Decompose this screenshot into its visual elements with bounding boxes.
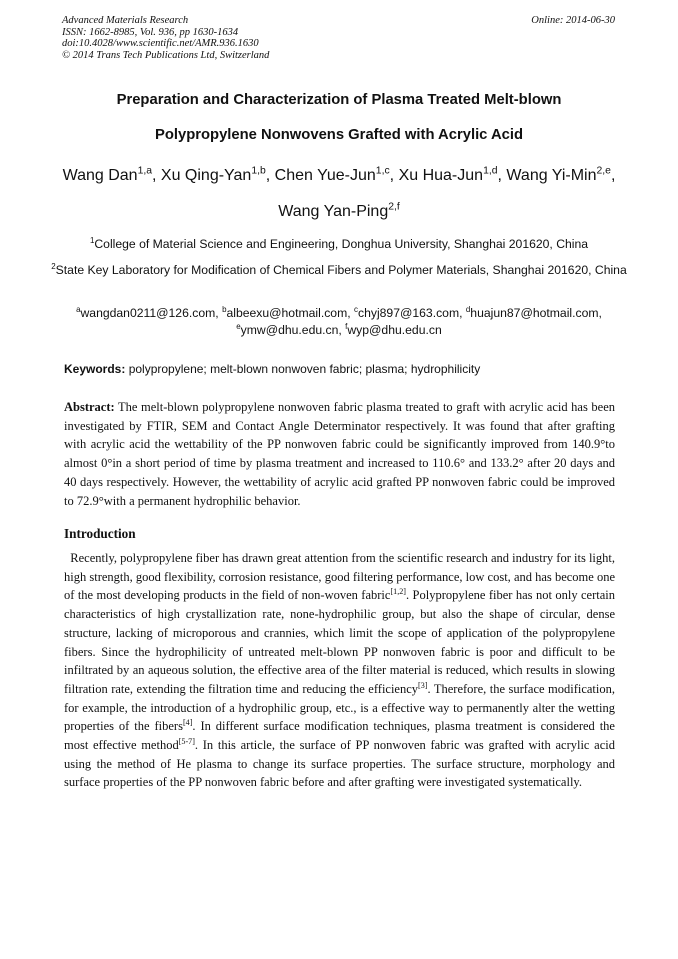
separator: ,: [459, 306, 466, 320]
author-superscript: 2,f: [388, 201, 400, 213]
journal-name: Advanced Materials Research: [62, 15, 189, 26]
section-heading-introduction: Introduction: [64, 526, 136, 541]
paragraph-text: . Therefore, the surface modification, for example, the introduction of a hydrophilic group, etc., is a effective way to permanently alter the wetting properties of the fibers: [64, 681, 619, 734]
email-address: wangdan0211@126.com: [80, 306, 216, 320]
email-superscript: b: [222, 304, 227, 314]
author: Chen Yue-Jun: [274, 167, 376, 184]
keywords: [64, 362, 616, 376]
paper-title-line-1: Preparation and Characterization of Plasma Treated Melt-blown: [116, 92, 562, 108]
email-address: chyj897@163.com: [357, 306, 460, 320]
separator: ,: [497, 167, 507, 184]
journal-header: [62, 15, 615, 61]
paragraph-text: . Polypropylene fiber has not only certain characteristics of high crystallization rate, none-hydrophilic group, but also the shape of circular, dense structure, lacking of microporous and crannies, which limit the scope of application of the polypropylene fibers. Since the hydrophilicity of untreated melt-blown PP nonwoven fabric is poor and difficult to be infiltrated by an aqueous solution, the effective area of the filter material is reduced, which results in slowing filtration rate, extending the filtration time and reducing the efficiency: [64, 588, 619, 696]
author: Xu Qing-Yan: [160, 167, 252, 184]
introduction-paragraph: [64, 549, 619, 792]
paragraph-text: . In this article, the surface of PP nonwoven fabric was grafted with acrylic acid using the method of He plasma to change its surface properties. The surface structure, morphology and surface properties of the PP nonwoven fabric before and after grafting were investigated systematically.: [64, 738, 619, 790]
paragraph-text: . In different surface modification techniques, plasma treatment is considered the most effective method: [64, 719, 619, 753]
affiliation-1: [50, 236, 628, 253]
separator: ,: [265, 167, 275, 184]
keywords-label: Keywords:: [64, 362, 126, 376]
citation: [4]: [182, 718, 193, 728]
author-superscript: 1,b: [251, 165, 266, 177]
author: Wang Yi-Min: [506, 167, 597, 184]
email-address: albeexu@hotmail.com: [226, 306, 348, 320]
affiliation-superscript: 2: [51, 261, 56, 271]
affiliation-text: State Key Laboratory for Modification of Chemical Fibers and Polymer Materials, Shanghai 201620, China: [55, 263, 627, 277]
author: Wang Dan: [62, 167, 138, 184]
separator: ,: [338, 323, 346, 337]
author: Xu Hua-Jun: [398, 167, 484, 184]
email-superscript: c: [354, 304, 358, 314]
email-list: [50, 305, 628, 339]
separator: ,: [215, 306, 223, 320]
authors-line-2: [30, 203, 648, 221]
author-superscript: 2,e: [596, 165, 611, 177]
copyright: © 2014 Trans Tech Publications Ltd, Switzerland: [62, 49, 270, 61]
author-superscript: 1,d: [483, 165, 498, 177]
keywords-text: polypropylene; melt-blown nonwoven fabric; plasma; hydrophilicity: [125, 362, 481, 376]
citation: [5-7]: [178, 736, 195, 746]
email-address: wyp@dhu.edu.cn: [347, 323, 442, 337]
email-superscript: e: [236, 321, 241, 331]
affiliation-text: College of Material Science and Engineering, Donghua University, Shanghai 201620, China: [94, 237, 589, 251]
online-date: Online: 2014-06-30: [531, 15, 615, 26]
separator: ,: [152, 167, 161, 184]
email-address: ymw@dhu.edu.cn: [240, 323, 339, 337]
authors-line-1: [30, 167, 648, 185]
email-superscript: f: [345, 321, 348, 331]
author-superscript: 1,a: [137, 165, 153, 177]
citation: [1,2]: [390, 587, 406, 597]
abstract: [64, 398, 615, 510]
separator: ,: [610, 167, 616, 184]
abstract-text: The melt-blown polypropylene nonwoven fabric plasma treated to graft with acrylic acid has been investigated by FTIR, SEM and Contact Angle Determinator respectively. It was found that after grafting with acrylic acid the wettability of the PP nonwoven fabric could be significantly improved from 140.9°to almost 0°in a short period of time by plasma treatment and increased to 110.6° and 133.2° after 20 days and 40 days respectively. However, the wettability of acrylic acid grafted PP nonwoven fabric could be improved to 72.9°with a permanent hydrophilic behavior.: [64, 400, 615, 508]
citation: [3]: [418, 680, 428, 690]
abstract-label: Abstract:: [64, 400, 115, 414]
email-superscript: d: [465, 304, 471, 314]
separator: ,: [389, 167, 399, 184]
issn: ISSN: 1662-8985, Vol. 936, pp 1630-1634: [62, 26, 239, 38]
doi: doi:10.4028/www.scientific.net/AMR.936.1630: [62, 38, 259, 49]
author-superscript: 1,c: [375, 165, 390, 177]
affiliation-superscript: 1: [89, 235, 95, 245]
separator: ,: [598, 306, 602, 320]
email-address: huajun87@hotmail.com: [470, 306, 599, 320]
email-superscript: a: [76, 304, 81, 314]
separator: ,: [347, 306, 355, 320]
paragraph-text: Recently, polypropylene fiber has drawn great attention from the scientific research and industry for its light, high strength, good flexibility, corrosion resistance, good filtering performance, low cost, and has become one of the most developing products in the field of non-woven fabric: [64, 551, 619, 603]
affiliation-2: [50, 262, 628, 279]
author: Wang Yan-Ping: [278, 203, 389, 220]
paper-title-line-2: Polypropylene Nonwovens Grafted with Acrylic Acid: [154, 127, 524, 143]
